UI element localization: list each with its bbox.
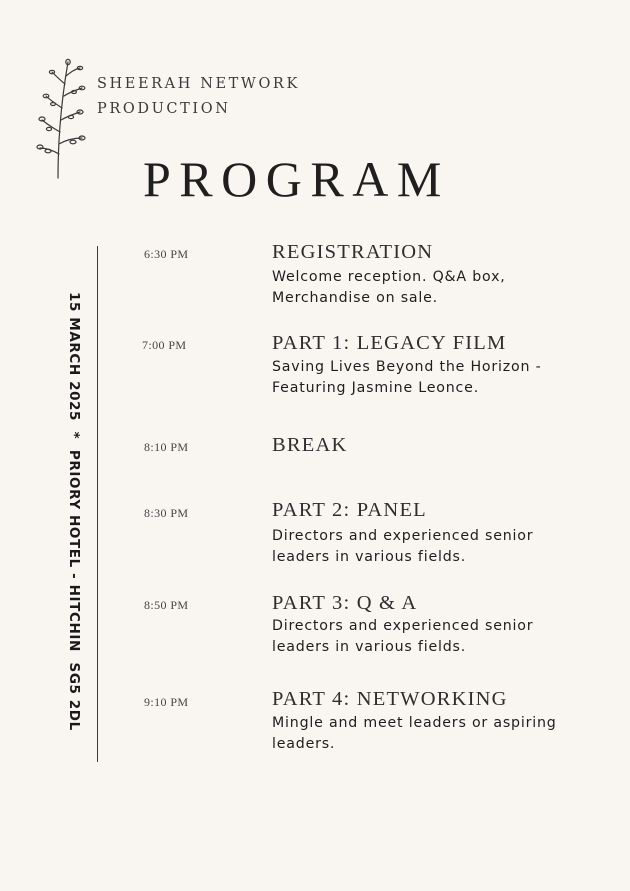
description-line: Directors and experienced senior <box>272 528 534 544</box>
schedule-heading: REGISTRATION <box>272 241 434 263</box>
schedule-heading: PART 1: LEGACY FILM <box>272 332 507 354</box>
description-line: Merchandise on sale. <box>272 290 438 306</box>
schedule-description <box>272 526 602 568</box>
schedule-time: 8:10 PM <box>144 440 189 454</box>
timeline-divider <box>97 246 98 762</box>
schedule-description <box>272 713 602 755</box>
leaf-branch-icon <box>36 58 92 180</box>
brand-name <box>97 72 300 122</box>
schedule-description <box>272 267 602 309</box>
description-line: Mingle and meet leaders or aspiring <box>272 715 557 731</box>
schedule-heading: BREAK <box>272 434 348 456</box>
description-line: leaders in various fields. <box>272 639 467 655</box>
schedule-description <box>272 616 602 658</box>
description-line: leaders. <box>272 736 336 752</box>
schedule-heading: PART 4: NETWORKING <box>272 688 508 710</box>
schedule-time: 6:30 PM <box>144 247 189 261</box>
description-line: Saving Lives Beyond the Horizon - <box>272 359 542 375</box>
brand-line-2: PRODUCTION <box>97 101 231 117</box>
schedule-heading: PART 3: Q & A <box>272 592 418 614</box>
schedule-heading: PART 2: PANEL <box>272 499 427 521</box>
schedule-time: 7:00 PM <box>142 338 187 352</box>
brand-line-1: SHEERAH NETWORK <box>97 76 300 92</box>
description-line: Directors and experienced senior <box>272 618 534 634</box>
description-line: Featuring Jasmine Leonce. <box>272 380 479 396</box>
schedule-time: 8:50 PM <box>144 598 189 612</box>
schedule-time: 9:10 PM <box>144 695 189 709</box>
schedule-description <box>272 357 602 399</box>
event-date-location: 15 MARCH 2025 * PRIORY HOTEL - HITCHIN SG5 2DL <box>66 292 82 731</box>
description-line: leaders in various fields. <box>272 549 467 565</box>
page-title: PROGRAM <box>143 151 450 207</box>
schedule-time: 8:30 PM <box>144 506 189 520</box>
description-line: Welcome reception. Q&A box, <box>272 269 506 285</box>
